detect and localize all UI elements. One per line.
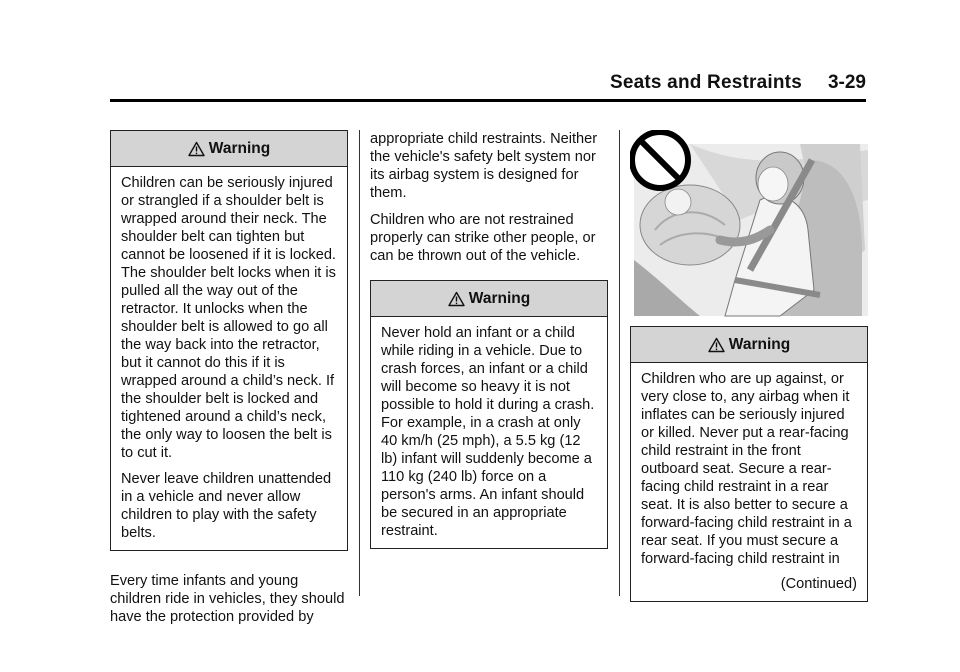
continued-note: (Continued): [780, 576, 857, 592]
body-paragraph: Children who are not restrained properly can strike other people, or can be thrown out of the vehicle.: [370, 212, 596, 264]
column-2: [370, 130, 608, 549]
warning-box: [110, 130, 348, 551]
column-3: [630, 130, 868, 602]
column-1: [110, 130, 348, 626]
warning-heading: Warning: [468, 289, 531, 307]
warning-header: [631, 327, 867, 363]
body-paragraph: Every time infants and young children ride in vehicles, they should have the protection provided by: [110, 573, 345, 625]
warning-paragraph: Never hold an infant or a child while riding in a vehicle. Due to crash forces, an infant or a child will become so heavy it is not possible to hold it during a crash. For example, in a crash at only 40 km/h (25 mph), a 5.5 kg (12 lb) infant will suddenly become a 110 kg (240 lb) force on a person's arms. An infant should be secured in an appropriate restraint.: [381, 325, 595, 539]
warning-triangle-icon: [448, 291, 465, 307]
warning-header: [111, 131, 347, 167]
warning-heading: Warning: [208, 139, 271, 157]
warning-body: [371, 317, 607, 548]
warning-paragraph: Children can be seriously injured or strangled if a shoulder belt is wrapped around their neck. The shoulder belt can tighten but cannot be loosened if it is locked. The shoulder belt locks when it is pulled all the way out of the retractor. It unlocks when the shoulder belt is allowed to go all the way back into the retractor, but it cannot do this if it is wrapped around a child’s neck. If the shoulder belt is locked and tightened around a child’s neck, the only way to loosen the belt is to cut it.: [121, 175, 336, 461]
warning-triangle-icon: [188, 141, 205, 157]
column-divider: [359, 130, 360, 596]
page-number: 3-29: [827, 72, 866, 93]
section-title: Seats and Restraints: [610, 72, 802, 93]
warning-body: [631, 363, 867, 601]
column-divider: [619, 130, 620, 596]
prohibition-sign-icon: [632, 132, 688, 188]
illustration-no-holding-infant: [630, 130, 868, 318]
warning-body: [111, 167, 347, 550]
warning-triangle-icon: [708, 337, 725, 353]
warning-box: [630, 326, 868, 602]
warning-header: [371, 281, 607, 317]
body-paragraph: appropriate child restraints. Neither the vehicle's safety belt system nor its airbag system is designed for them.: [370, 131, 598, 201]
warning-paragraph: Children who are up against, or very close to, any airbag when it inflates can be seriously injured or killed. Never put a rear-facing child restraint in the front outboard seat. Secure a rear-facing child restraint in a rear seat. It is also better to secure a forward-facing child restraint in a rear seat. If you must secure a forward-facing child restraint in: [641, 371, 852, 567]
warning-heading: Warning: [728, 335, 791, 353]
warning-box: [370, 280, 608, 549]
page-header: [110, 72, 866, 102]
warning-paragraph: Never leave children unattended in a vehicle and never allow children to play with the safety belts.: [121, 471, 332, 541]
